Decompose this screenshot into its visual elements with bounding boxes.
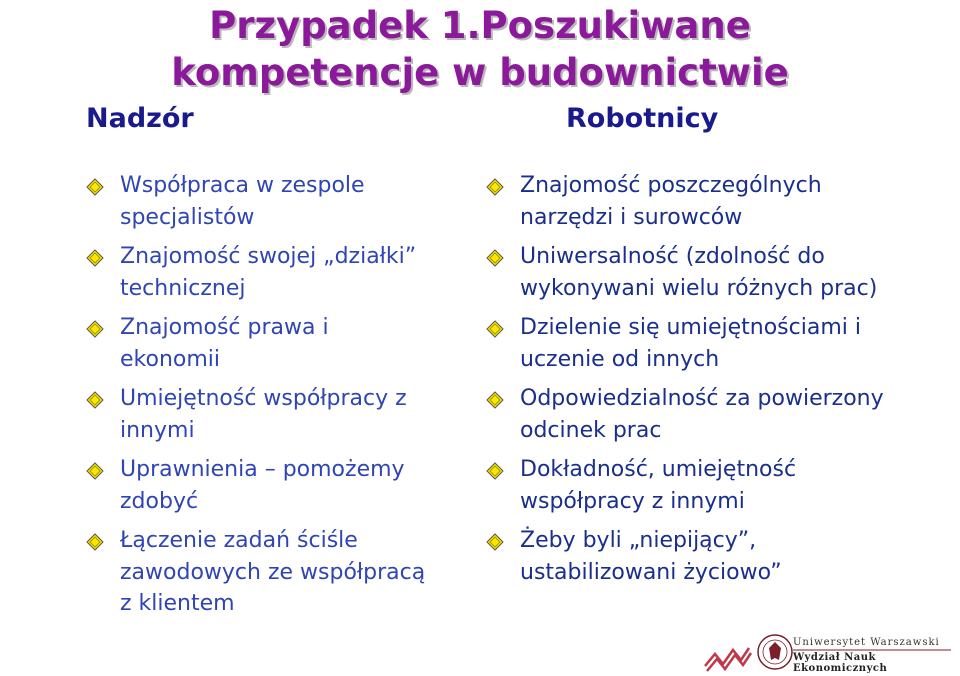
diamond-bullet-icon <box>486 391 504 409</box>
item-line: Współpraca w zespole <box>120 173 365 198</box>
item-line: Łączenie zadań ściśle <box>120 528 358 553</box>
item-line: Dokładność, umiejętność <box>520 457 797 482</box>
item-line: odcinek prac <box>520 417 662 443</box>
list-item <box>486 170 946 233</box>
diamond-bullet-icon <box>86 533 104 551</box>
right-column-heading: Robotnicy <box>566 103 719 134</box>
university-eagle-logo-icon <box>758 635 792 669</box>
item-line: Znajomość swojej „działki” <box>120 244 417 269</box>
item-line: zdobyć <box>120 488 199 514</box>
left-bullet-list <box>86 170 446 628</box>
list-item <box>86 383 446 446</box>
left-column-heading: Nadzór <box>86 103 194 134</box>
item-line: wykonywani wielu różnych prac) <box>520 275 878 301</box>
list-item <box>86 525 446 620</box>
item-line: ustabilizowani życiowo” <box>520 559 782 585</box>
university-name: Uniwersytet Warszawski <box>793 637 940 648</box>
list-item <box>86 312 446 375</box>
item-line: Uniwersalność (zdolność do <box>520 244 825 269</box>
diamond-bullet-icon <box>86 462 104 480</box>
item-line: Żeby byli „niepijący”, <box>520 528 757 553</box>
slide-title <box>0 2 960 96</box>
title-line-2: kompetencje w budownictwie <box>171 51 789 94</box>
item-line: specjalistów <box>120 204 255 230</box>
item-line: Umiejętność współpracy z <box>120 386 407 411</box>
title-line-1: Przypadek 1.Poszukiwane <box>209 4 751 47</box>
item-line: zawodowych ze współpracą <box>120 559 426 585</box>
item-line: z klientem <box>120 591 235 616</box>
list-item <box>486 312 946 375</box>
list-item <box>486 525 946 588</box>
diamond-bullet-icon <box>86 391 104 409</box>
item-line: Znajomość prawa i <box>120 315 329 340</box>
diamond-bullet-icon <box>486 320 504 338</box>
item-line: Odpowiedzialność za powierzony <box>520 386 884 411</box>
item-line: uczenie od innych <box>520 346 720 372</box>
diamond-bullet-icon <box>86 178 104 196</box>
diamond-bullet-icon <box>486 249 504 267</box>
faculty-name: Wydział Nauk Ekonomicznych <box>793 652 888 674</box>
item-line: współpracy z innymi <box>520 488 745 514</box>
diamond-bullet-icon <box>486 178 504 196</box>
item-line: technicznej <box>120 275 246 301</box>
right-bullet-list <box>486 170 946 596</box>
item-line: Dzielenie się umiejętnościami i <box>520 315 861 340</box>
list-item <box>486 241 946 304</box>
diamond-bullet-icon <box>86 320 104 338</box>
item-line: innymi <box>120 417 195 443</box>
item-line: Znajomość poszczególnych <box>520 173 822 198</box>
diamond-bullet-icon <box>486 533 504 551</box>
list-item <box>486 454 946 517</box>
diamond-bullet-icon <box>486 462 504 480</box>
diamond-bullet-icon <box>86 249 104 267</box>
list-item <box>86 170 446 233</box>
chevron-mark-icon <box>705 648 751 671</box>
list-item <box>486 383 946 446</box>
item-line: narzędzi i surowców <box>520 204 743 230</box>
item-line: ekonomii <box>120 346 221 372</box>
list-item <box>86 241 446 304</box>
item-line: Uprawnienia – pomożemy <box>120 457 405 482</box>
list-item <box>86 454 446 517</box>
